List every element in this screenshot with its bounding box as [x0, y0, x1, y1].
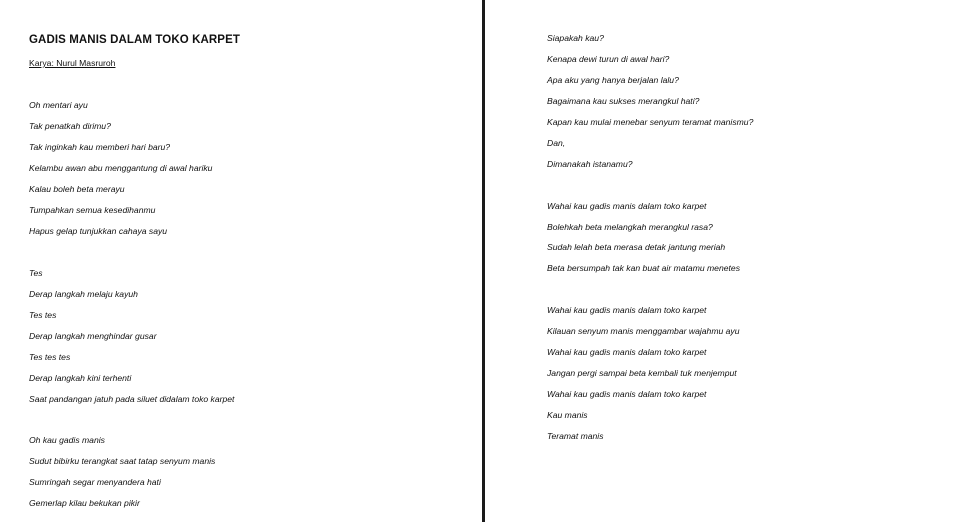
- poem-line: Derap langkah melaju kayuh: [29, 289, 138, 299]
- poem-line: Dimanakah istanamu?: [547, 159, 633, 169]
- poem-line: Wahai kau gadis manis dalam toko karpet: [547, 389, 707, 399]
- poem-line: Bagaimana kau sukses merangkul hati?: [547, 96, 700, 106]
- poem-line: Hapus gelap tunjukkan cahaya sayu: [29, 226, 168, 236]
- poem-line: Apa aku yang hanya berjalan lalu?: [547, 75, 679, 85]
- poem-line: Wahai kau gadis manis dalam toko karpet: [547, 201, 707, 211]
- poem-line: Sumringah segar menyandera hati: [29, 477, 161, 487]
- poem-line: Derap langkah kini terhenti: [29, 373, 132, 383]
- poem-line: Wahai kau gadis manis dalam toko karpet: [547, 347, 707, 357]
- page-divider: [482, 0, 485, 522]
- poem-line: Sudah lelah beta merasa detak jantung meriah: [547, 242, 726, 252]
- poem-line: Jangan pergi sampai beta kembali tuk menjemput: [547, 368, 737, 378]
- poem-line: Kalau boleh beta merayu: [29, 184, 125, 194]
- poem-line: Wahai kau gadis manis dalam toko karpet: [547, 305, 707, 315]
- poem-line: Kapan kau mulai menebar senyum teramat manismu?: [547, 117, 754, 127]
- poem-line: Beta bersumpah tak kan buat air matamu menetes: [547, 263, 740, 273]
- poem-line: Teramat manis: [547, 431, 604, 441]
- poem-line: Kau manis: [547, 410, 588, 420]
- poem-line: Siapakah kau?: [547, 33, 604, 43]
- poem-line: Tes tes tes: [29, 352, 71, 362]
- poem-line: Tes: [29, 268, 43, 278]
- poem-line: Derap langkah menghindar gusar: [29, 331, 157, 341]
- poem-line: Saat pandangan jatuh pada siluet didalam toko karpet: [29, 394, 235, 404]
- poem-author: Karya: Nurul Masruroh: [29, 58, 116, 68]
- poem-title: GADIS MANIS DALAM TOKO KARPET: [29, 34, 240, 46]
- poem-line: Tak inginkah kau memberi hari baru?: [29, 142, 171, 152]
- poem-line: Dan,: [547, 138, 566, 148]
- poem-line: Tes tes: [29, 310, 57, 320]
- poem-line: Gemerlap kilau bekukan pikir: [29, 498, 140, 508]
- poem-line: Sudut bibirku terangkat saat tatap senyum manis: [29, 456, 216, 466]
- poem-line: Bolehkah beta melangkah merangkul rasa?: [547, 222, 713, 232]
- poem-line: Kelambu awan abu menggantung di awal hariku: [29, 163, 213, 173]
- poem-line: Tumpahkan semua kesedihanmu: [29, 205, 156, 215]
- poem-line: Oh mentari ayu: [29, 100, 88, 110]
- document-page-right: [487, 0, 960, 522]
- poem-line: Tak penatkah dirimu?: [29, 121, 111, 131]
- poem-line: Oh kau gadis manis: [29, 435, 105, 445]
- poem-line: Kenapa dewi turun di awal hari?: [547, 54, 670, 64]
- poem-line: Kilauan senyum manis menggambar wajahmu ayu: [547, 326, 740, 336]
